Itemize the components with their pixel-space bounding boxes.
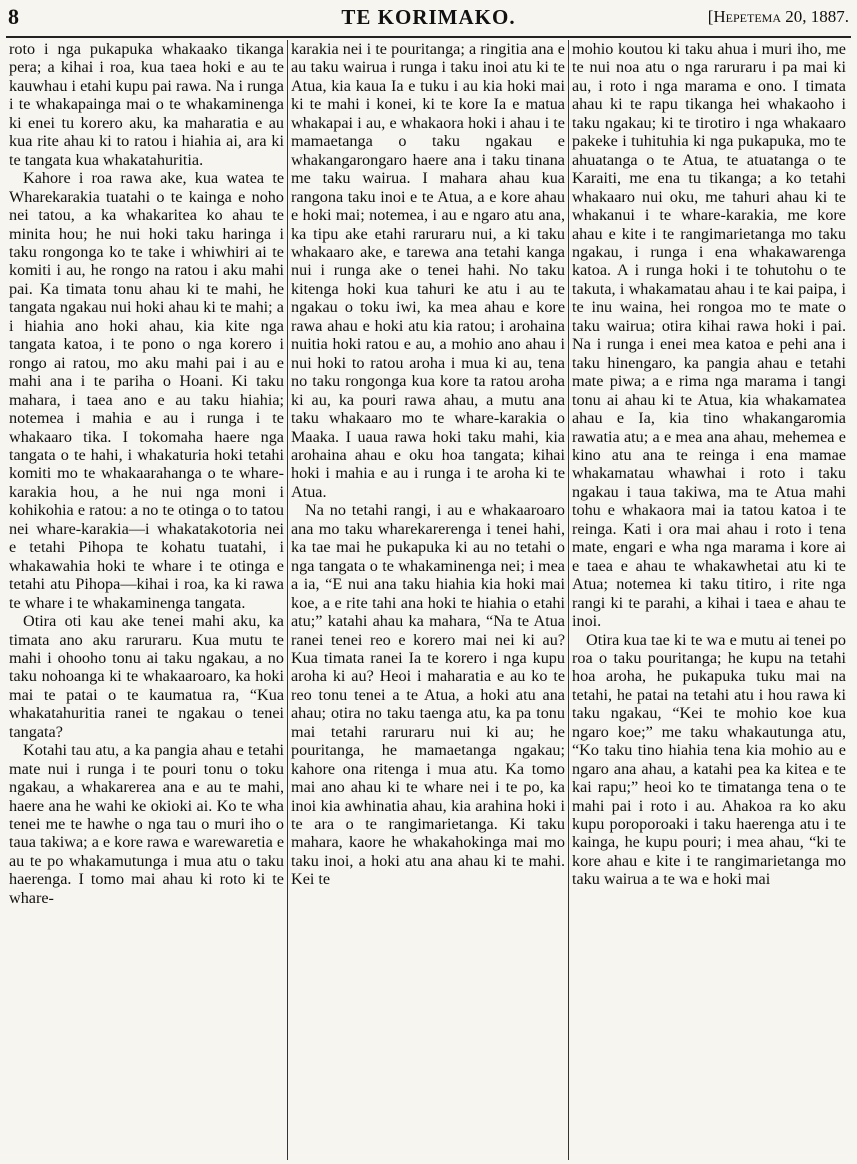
paragraph: karakia nei i te pouritanga; a ringitia ana e au taku wairua i runga i taku inoi atu ki te Atua, kia kaua Ia e tuku i au kia hoki mai ki te mahi i konei, ki te kore Ia e matua whakapai i au, e whakaora hoki i ahau i te mamaetanga o taku ngakau e whakangarongaro haere ana i taku tinana me taku wairua. I mahara ahau kua rangona taku inoi e te Atua, a e kore ahau e hoki mai; notemea, i au e ngaro atu ana, ka tipu ake etahi raruraru nui, a ki taku whakaaro ake, e tarewa ana tetahi kanga nui i runga ake o tenei hahi. No taku kitenga hoki kua tahuri ke atu i au te ngakau o toku iwi, ka mea ahau e kore rawa ahau e hoki atu kia ratou; i arohaina nuitia hoki ratou e au, a mohio ano ahau i nui hoki to ratou aroha i mua ki au, tena no taku rongonga kua kore ta ratou aroha ki au, ka pouri rawa ahau, a mutu ana taku whakaaro mo te whare-karakia o Maaka. I uaua rawa hoki taku mahi, kia arohaina ahau e oku hoa tangata; kihai hoki i mahia e au i runga i te aroha ki te Atua. bbox=[291, 40, 565, 501]
paragraph: Kahore i roa rawa ake, kua watea te Wharekarakia tuatahi o te kainga e noho nei tatou, a ka whakaritea ko ahau te minita hou; he nui hoki taku haringa i taku rongonga ko te take i whiwhiri ai te komiti i au, he rongo na ratou i aku mahi pai. Ka timata tonu ahau ki te mahi, he tangata ngakau nui hoki ahau ki te mahi; a i hiahia ano hoki ahau, kia kite nga tangata katoa, i te pono o nga korero i rongo ai ratou, mo aku mahi pai i au e mahi ana i te pariha o Hoani. Ki taku mahara, i taea ano e au taku hiahia; notemea i mahia e au i runga i te whakaaro tika. I tokomaha haere nga tangata o te hahi, i whakaturia hoki tetahi komiti mo te whakaarahanga o te whare-karakia hou, a he nui nga moni i kohikohia e ratou: a no te otinga o to tatou nei whare-karakia—i whakatakotoria nei e tetahi Pihopa te kohatu tuatahi, i whakawahia hoki te whare i te otinga e tetahi atu Pihopa—kihai i roa, ka ki rawa te whare i te whakaminenga tangata. bbox=[9, 169, 284, 612]
column-1 bbox=[6, 40, 287, 1160]
paragraph: Otira oti kau ake tenei mahi aku, ka timata ano aku raruraru. Kua mutu te mahi i ohooho tonu ai taku ngakau, a no taku nohoanga ki te whakaaroaro, ka hoki mai te patai o te kaumatua ra, “Kua whakatahuritia ranei te ngakau o tenei tangata? bbox=[9, 612, 284, 741]
journal-title: TE KORIMAKO. bbox=[341, 5, 516, 29]
paragraph: Otira kua tae ki te wa e mutu ai tenei po roa o taku pouritanga; he kupu na tetahi hoa aroha, he pukapuka tuku mai na tetahi, he patai na tetahi atu i hou rawa ki taku ngakau, “Kei te mohio koe kua ngaro koe;” me taku whakautunga atu, “Ko taku tino hiahia tena kia mohio au e ngaro ana ahau, a katahi pea ka kitea e te kai rapu;” heoi ko te timatanga tena o te mahi pai i roto i au. Ahakoa ra ko aku kupu poroporoaki i taku haerenga atu i te kainga, he kupu pouri; i mea ahau, “ki te kore ahau e kite i te rangimarietanga mo taku wairua a te wa e hoki mai bbox=[572, 630, 846, 889]
header-divider bbox=[6, 36, 851, 38]
column-3 bbox=[568, 40, 849, 1160]
page-number: 8 bbox=[8, 4, 19, 29]
paragraph: roto i nga pukapuka whakaako tikanga pera; a kihai i roa, kua taea hoki e au te kauwhau i etahi kupu pai rawa. Na i runga i te whakapainga mai o te whakaminenga ki enei tu korero aku, ka maharatia e au kua rite ahau ki to ratou i hiahia ai, ara ki te tangata kua whakatahuritia. bbox=[9, 40, 284, 169]
column-2 bbox=[287, 40, 568, 1160]
issue-date: [Hepetema 20, 1887. bbox=[707, 7, 849, 26]
paragraph: mohio koutou ki taku ahua i muri iho, me te nui noa atu o nga raruraru i pa mai ki au, i roto i nga marama e ono. I timata ahau ki te rapu tikanga hei whakaoho i taku ngakau; ki te tirotiro i nga whakaaro pakeke i tuhituhia ki nga pukapuka, mo te ahuatanga o te Atua, te atuatanga o te Karaiti, me ena tu tikanga; a ko tetahi whakaaro nui oku, me tahuri ahau ki te whakanui i te whare-karakia, me kore ahau e kite i te rangimarietanga mo taku ngakau, i runga i ena whakawarenga katoa. A i runga hoki i te tohutohu o te takuta, i whakamatau ahau i te kai paipa, i te inu waina, hei rongoa mo te mate o taku wairua; otira kihai rawa hoki i pai. Na i runga i enei mea katoa e pehi ana i taku hinengaro, ka pangia ahau e tetahi mate piwa; a e rima nga marama i tangi tonu ai ahau ki te Atua, kia whakamatea ahau e Ia, kia tino whakangaromia rawatia atu; a e mea ana ahau, mehemea e kino atu ana te reinga i ena mamae whakamatau whawhai i roto i taku ngakau i taua takiwa, ma te Atua mahi tohu e whakaora mai ia tatou katoa i te reinga. Kati i ora mai ahau i roto i tena mate, engari e wha nga marama i kore ai e taea e ahau te whakawhetai atu ki te Atua; notemea ki taku titiro, i rite nga rangi ki te parahi, a kihai i taea e ahau te inoi. bbox=[572, 40, 846, 631]
paragraph: Kotahi tau atu, a ka pangia ahau e tetahi mate nui i runga i te pouri tonu o toku ngakau, a whakarerea ana e au te mahi, haere ana he wahi ke okioki ai. Ko te wha tenei me te hawhe o nga tau o muri iho o taua takiwa; a e kore rawa e warewaretia e au te po whakamutunga i mua atu o taku haerenga. I tomo mai ahau ki roto ki te whare- bbox=[9, 741, 285, 907]
page-header bbox=[0, 0, 857, 36]
text-columns bbox=[6, 40, 851, 1160]
paragraph: Na no tetahi rangi, i au e whakaaroaro ana mo taku wharekarerenga i tenei hahi, ka tae mai he pukapuka ki au no tetahi o nga tangata o te whakaminenga nei; i mea a ia, “E nui ana taku hiahia kia hoki mai koe, a e rite tahi ana hoki te hiahia o etahi atu;” katahi ahau ka mahara, “Na te Atua ranei tenei reo e korero mai nei ki au? Kua timata ranei Ia te korero i nga kupu aroha ki au? Heoi i maharatia e au ko te reo tonu tenei a te Atua, a hoki atu ana ahau; otira no taku taenga atu, ka pa tonu mai tetahi raruraru nui ki au; he pouritanga, he mamaetanga ngakau; kahore ona ritenga i mua atu. Ka tomo mai ano ahau ki te whare nei i te po, ka inoi kia awhinatia ahau, kia arahina hoki i te ara o te rangimarietanga. Ki taku mahara, kaore he whakahokinga mai mo taku inoi, a hoki atu ana ahau ki te mahi. Kei te bbox=[291, 501, 565, 889]
